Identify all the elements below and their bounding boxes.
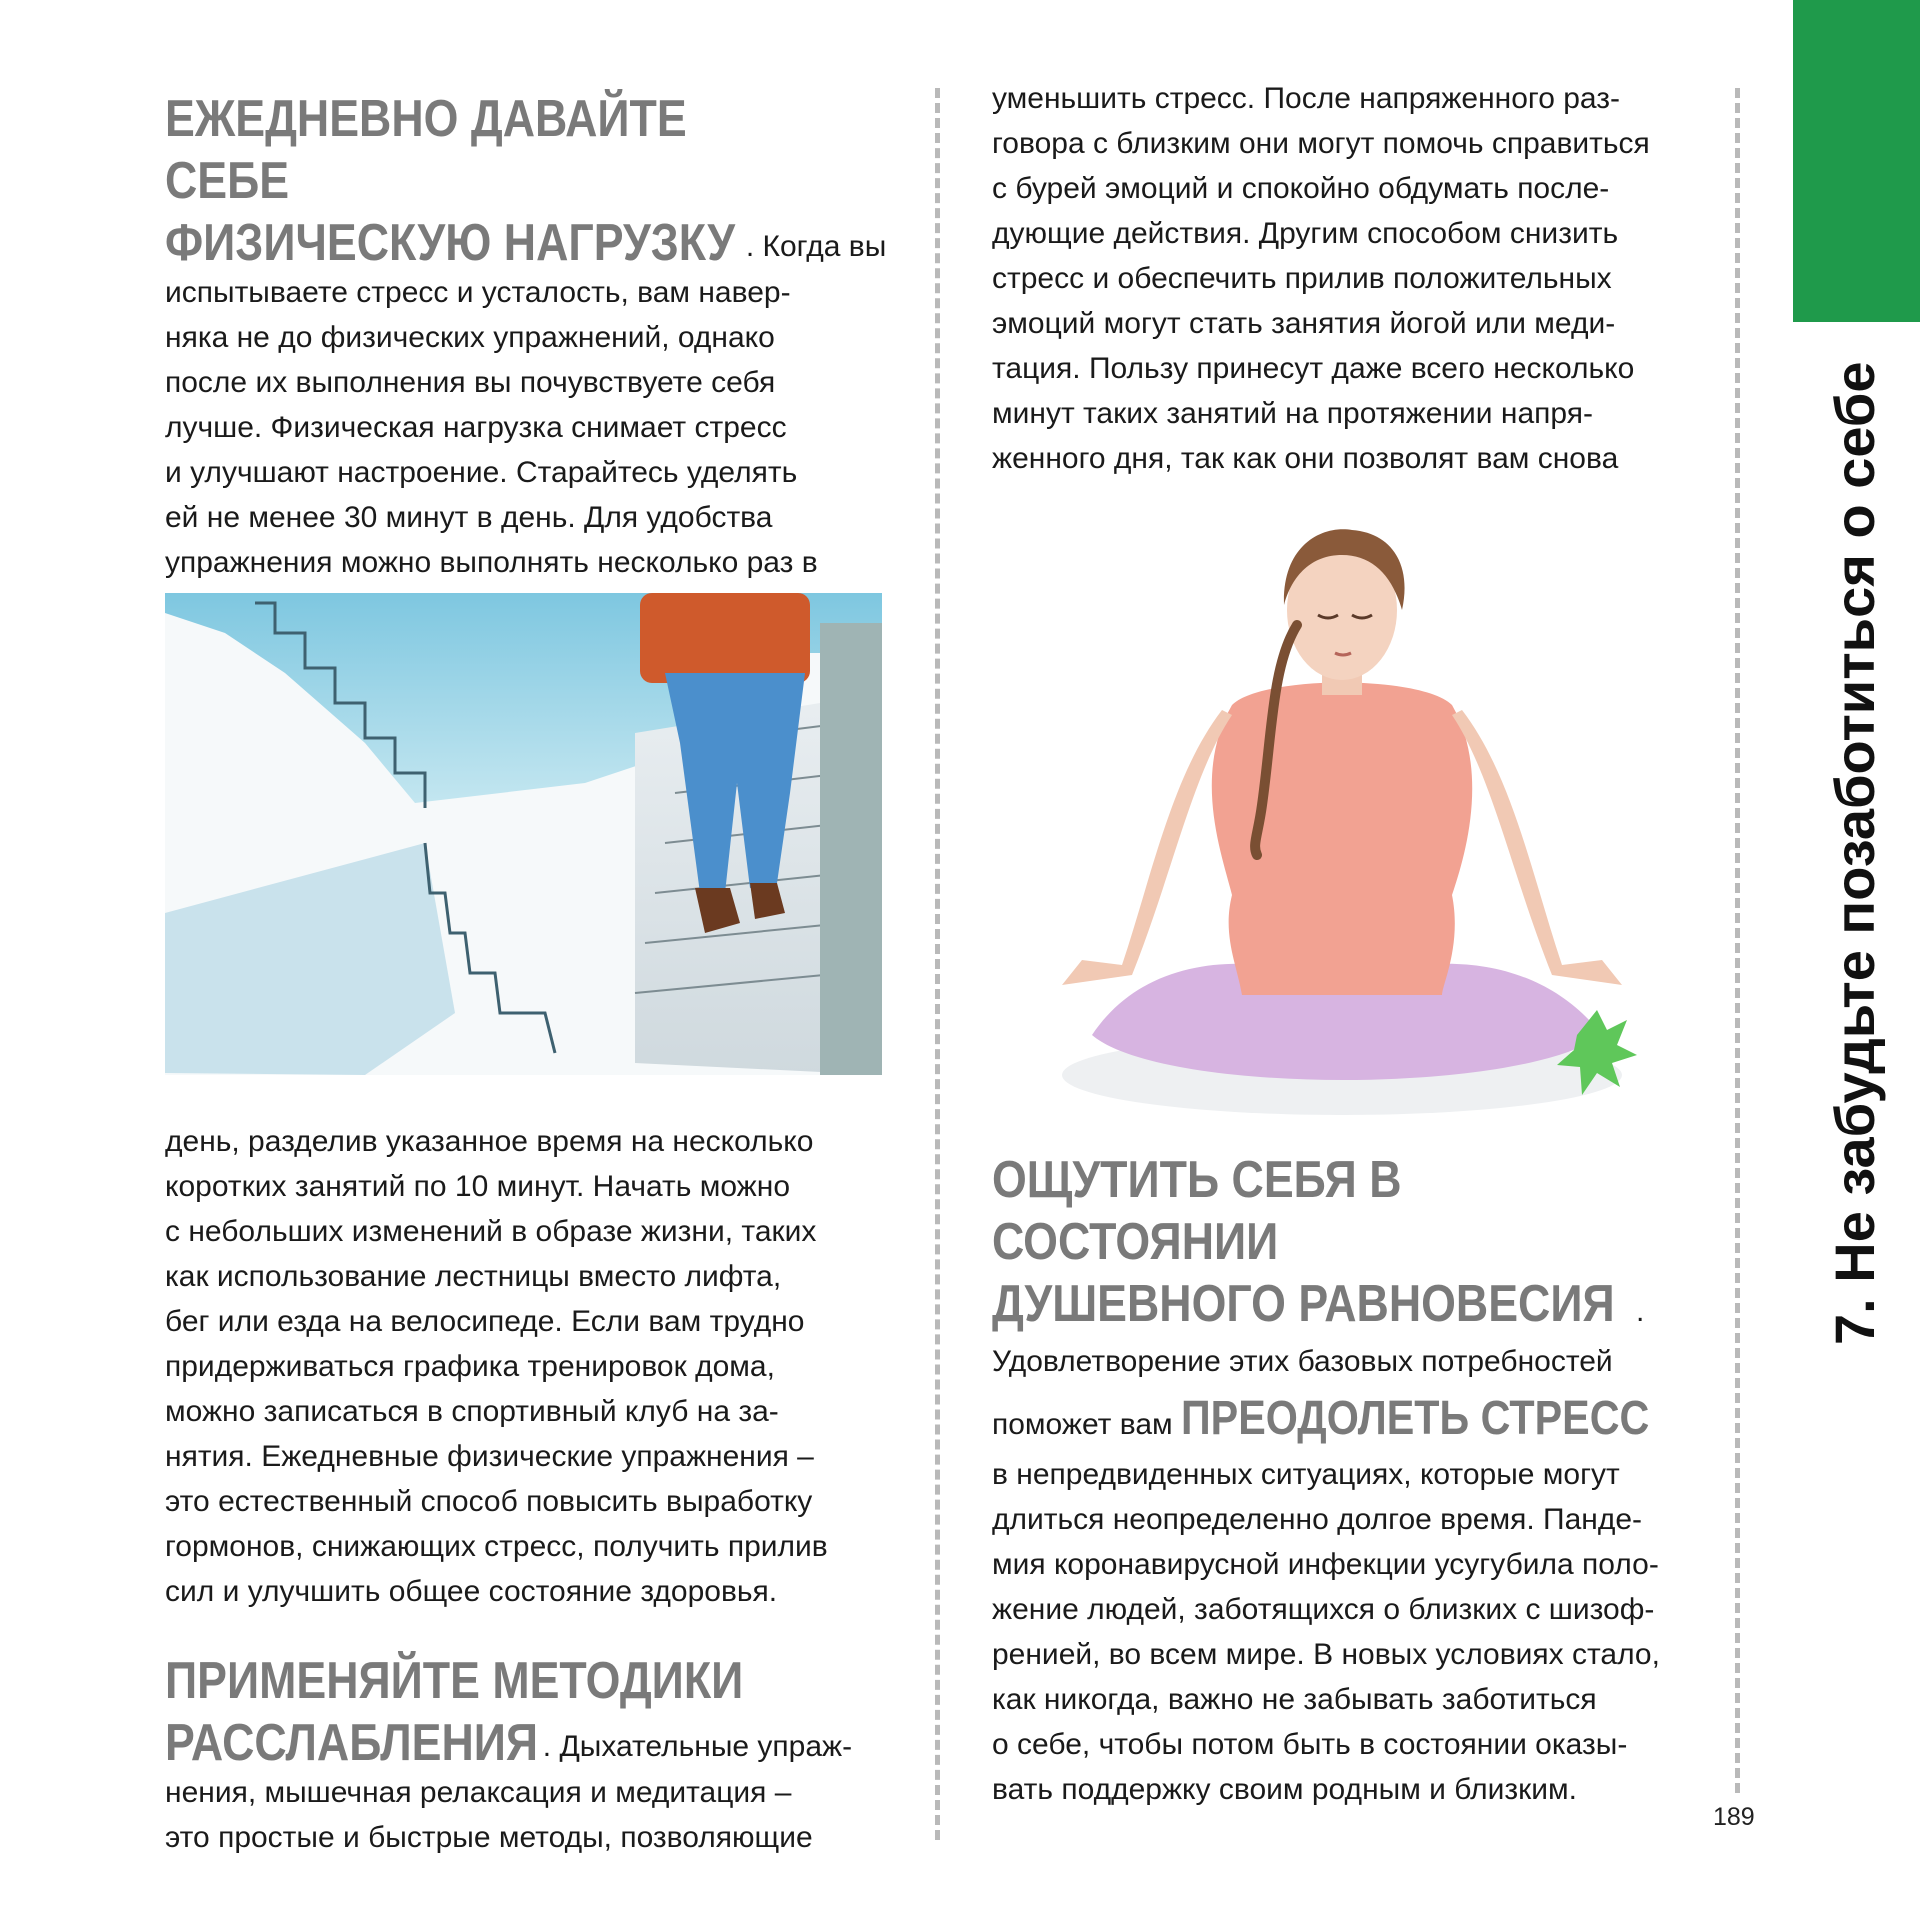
text-line: жение людей, заботящихся о близких с шизоф- bbox=[992, 1593, 1655, 1626]
heading-relaxation-line1: ПРИМЕНЯЙТЕ МЕТОДИКИ bbox=[165, 1652, 744, 1710]
text-line: мия коронавирусной инфекции усугубила поло- bbox=[992, 1548, 1659, 1581]
text-line: сил и улучшить общее состояние здоровья. bbox=[165, 1575, 778, 1608]
heading-overcome-stress: ПРЕОДОЛЕТЬ СТРЕСС bbox=[1180, 1392, 1650, 1445]
heading-exercise-line2: ФИЗИЧЕСКУЮ НАГРУЗКУ bbox=[165, 214, 736, 272]
heading-relaxation-row bbox=[165, 1712, 897, 1770]
text-line: лучше. Физическая нагрузка снимает стресс bbox=[165, 411, 787, 444]
text-line: можно записаться в спортивный клуб на за- bbox=[165, 1395, 779, 1428]
exercise-lead: . Когда вы bbox=[745, 230, 887, 263]
right-text-top bbox=[992, 76, 1717, 481]
text-line: эмоций могут стать занятия йогой или меди- bbox=[992, 307, 1616, 340]
text-line: нятия. Ежедневные физические упражнения – bbox=[165, 1440, 814, 1473]
heading-relaxation-line2: РАССЛАБЛЕНИЯ bbox=[165, 1714, 539, 1772]
heading-exercise-row bbox=[165, 212, 897, 270]
text-line: длиться неопределенно долгое время. Панде- bbox=[992, 1503, 1643, 1536]
section-balance bbox=[992, 1149, 1717, 1812]
text-line: и улучшают настроение. Старайтесь уделять bbox=[165, 456, 798, 489]
text-line: ренией, во всем мире. В новых условиях стало, bbox=[992, 1638, 1660, 1671]
text-line: о себе, чтобы потом быть в состоянии оказы- bbox=[992, 1728, 1628, 1761]
text-line: коротких занятий по 10 минут. Начать можно bbox=[165, 1170, 791, 1203]
text-line: как никогда, важно не забывать заботиться bbox=[992, 1683, 1597, 1716]
text-line: минут таких занятий на протяжении напря- bbox=[992, 397, 1593, 430]
exercise-text-bottom bbox=[165, 1119, 897, 1614]
relaxation-text bbox=[165, 1770, 897, 1860]
text-line: с бурей эмоций и спокойно обдумать после- bbox=[992, 172, 1610, 205]
text-line: нения, мышечная релаксация и медитация – bbox=[165, 1776, 792, 1809]
text-line: в непредвиденных ситуациях, которые могут bbox=[992, 1458, 1620, 1491]
text-line: с небольших изменений в образе жизни, таких bbox=[165, 1215, 817, 1248]
section-relaxation bbox=[165, 1650, 897, 1860]
balance-line2 bbox=[992, 1388, 1717, 1452]
text-line: няка не до физических упражнений, однако bbox=[165, 321, 775, 354]
text-line: это естественный способ повысить выработку bbox=[165, 1485, 813, 1518]
heading-balance-line1: ОЩУТИТЬ СЕБЯ В СОСТОЯНИИ bbox=[992, 1151, 1402, 1271]
text-line: ей не менее 30 минут в день. Для удобства bbox=[165, 501, 773, 534]
right-column bbox=[992, 82, 1717, 1812]
text-line: тация. Пользу принесут даже всего несколько bbox=[992, 352, 1635, 385]
text-line: бег или езда на велосипеде. Если вам трудно bbox=[165, 1305, 805, 1338]
text-line: вать поддержку своим родным и близким. bbox=[992, 1773, 1577, 1806]
text-line: испытываете стресс и усталость, вам навер- bbox=[165, 276, 791, 309]
chapter-tab bbox=[1793, 0, 1920, 322]
text-line: говора с близким они могут помочь справиться bbox=[992, 127, 1650, 160]
balance-line1: Удовлетворение этих базовых потребностей bbox=[992, 1345, 1613, 1378]
section-exercise bbox=[165, 82, 897, 1614]
column-divider-right bbox=[1735, 88, 1740, 1793]
text-line: придерживаться графика тренировок дома, bbox=[165, 1350, 775, 1383]
text-line: день, разделив указанное время на несколько bbox=[165, 1125, 814, 1158]
text-line: гормонов, снижающих стресс, получить прилив bbox=[165, 1530, 828, 1563]
text-line: упражнения можно выполнять несколько раз в bbox=[165, 546, 818, 579]
stairs-illustration bbox=[165, 593, 882, 1075]
text-line: уменьшить стресс. После напряженного раз- bbox=[992, 82, 1620, 115]
heading-balance-period: . bbox=[1635, 1295, 1645, 1328]
page-number: 189 bbox=[1713, 1803, 1755, 1831]
heading-balance-line2: ДУШЕВНОГО РАВНОВЕСИЯ bbox=[992, 1275, 1615, 1333]
heading-balance-row bbox=[992, 1273, 1717, 1331]
text-line: после их выполнения вы почувствуете себя bbox=[165, 366, 776, 399]
exercise-text-top bbox=[165, 270, 897, 585]
left-column bbox=[165, 82, 897, 1860]
text-line: дующие действия. Другим способом снизить bbox=[992, 217, 1619, 250]
meditation-illustration bbox=[1022, 515, 1662, 1135]
text-line: стресс и обеспечить прилив положительных bbox=[992, 262, 1612, 295]
text-line: как использование лестницы вместо лифта, bbox=[165, 1260, 782, 1293]
text-line: женного дня, так как они позволят вам снова bbox=[992, 442, 1619, 475]
heading-exercise-line1: ЕЖЕДНЕВНО ДАВАЙТЕ СЕБЕ bbox=[165, 90, 687, 210]
text-line: это простые и быстрые методы, позволяющие bbox=[165, 1821, 813, 1854]
balance-text bbox=[992, 1452, 1717, 1812]
column-divider-left bbox=[935, 88, 940, 1840]
balance-line2-prefix: поможет вам bbox=[992, 1408, 1181, 1441]
relaxation-lead: . Дыхательные упраж- bbox=[542, 1730, 853, 1763]
